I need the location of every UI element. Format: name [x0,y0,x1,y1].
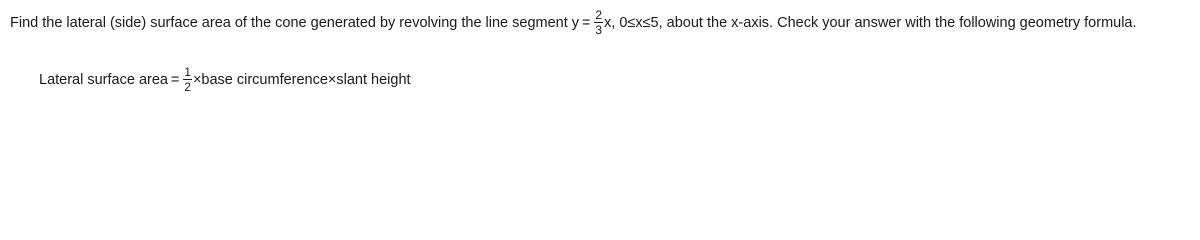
half-numerator: 1 [184,65,191,79]
slope-numerator: 2 [595,8,603,22]
half-denominator: 2 [184,80,191,94]
problem-statement [10,9,1137,36]
slope-denominator: 3 [595,23,603,37]
problem-text-suffix: x, 0≤x≤5, about the x-axis. Check your answer with the following geometry formula. [604,14,1137,31]
slope-fraction [594,9,603,36]
formula-rest: ×base circumference×slant height [192,71,411,88]
half-fraction [183,66,192,93]
formula-label: Lateral surface area = [39,71,183,88]
problem-text-prefix: Find the lateral (side) surface area of the cone generated by revolving the line segment y = [10,14,594,31]
geometry-formula [39,66,411,93]
